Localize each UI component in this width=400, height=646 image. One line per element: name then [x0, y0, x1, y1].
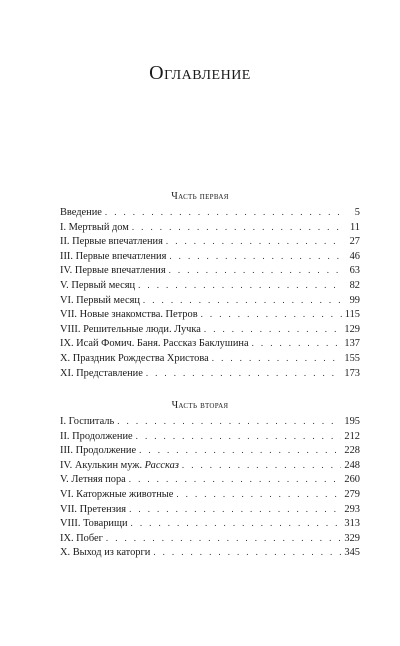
toc-entry[interactable]: [60, 429, 360, 444]
toc-entry-title: V. Летняя пора: [60, 474, 126, 486]
toc-entry-title: VIII. Товарищи: [60, 518, 128, 530]
dot-leader: [182, 458, 342, 473]
dot-leader: [169, 263, 343, 278]
toc-entry[interactable]: [60, 249, 360, 264]
dot-leader: [131, 516, 342, 531]
toc-entry-page: 155: [344, 352, 360, 364]
toc-entry-page: 173: [344, 367, 360, 379]
toc-entry-page: 129: [344, 323, 360, 335]
toc-entry-page: 248: [344, 459, 360, 471]
dot-leader: [176, 487, 341, 502]
dot-leader: [169, 249, 343, 264]
toc-entry-title: I. Госпиталь: [60, 416, 115, 427]
dot-leader: [138, 278, 343, 293]
toc-entry[interactable]: [60, 351, 360, 366]
toc-entry-page: 115: [344, 309, 360, 321]
toc-entry[interactable]: [60, 322, 360, 337]
toc-entry[interactable]: [60, 531, 360, 546]
part-two-heading: Часть вторая: [171, 400, 229, 411]
toc-entry[interactable]: [60, 234, 360, 249]
toc-entry-page: 345: [344, 547, 360, 559]
dot-leader: [132, 220, 343, 235]
toc-entry[interactable]: [60, 336, 360, 351]
toc-entry-page: 46: [349, 250, 360, 262]
toc-entry[interactable]: [60, 263, 360, 278]
toc-entry[interactable]: [60, 516, 360, 531]
dot-leader: [153, 545, 341, 560]
toc-entry-title: [60, 459, 182, 473]
toc-entry[interactable]: [60, 205, 360, 220]
toc-entry[interactable]: [60, 414, 360, 429]
dot-leader: [129, 502, 341, 517]
toc-entry-title: IX. Исай Фомич. Баня. Рассказ Баклушина: [60, 338, 249, 350]
toc-entry-title: IX. Побег: [60, 532, 103, 544]
dot-leader: [117, 414, 341, 429]
toc-entry-title: X. Праздник Рождества Христова: [60, 352, 209, 364]
toc-entry[interactable]: [60, 307, 360, 322]
part-one-toc-list: [60, 205, 360, 380]
dot-leader: [139, 443, 341, 458]
toc-entry-page: 137: [344, 338, 360, 350]
toc-entry-title: X. Выход из каторги: [60, 547, 151, 559]
toc-entry[interactable]: [60, 366, 360, 381]
toc-entry-title: II. Первые впечатления: [60, 236, 163, 248]
toc-entry-title: VII. Претензия: [60, 503, 127, 515]
dot-leader: [252, 336, 342, 351]
toc-entry-page: 279: [344, 488, 360, 500]
dot-leader: [129, 472, 342, 487]
toc-entry-page: 11: [349, 221, 360, 233]
dot-leader: [105, 205, 343, 220]
toc-entry-title: VI. Первый месяц: [60, 294, 140, 306]
toc-entry[interactable]: [60, 293, 360, 308]
toc-entry-page: 5: [354, 207, 360, 218]
dot-leader: [201, 307, 342, 322]
toc-entry-title: II. Продолжение: [60, 430, 133, 442]
toc-entry[interactable]: [60, 443, 360, 458]
toc-entry-page: 228: [344, 445, 360, 457]
toc-entry-title: I. Мертвый дом: [60, 221, 129, 233]
dot-leader: [166, 234, 343, 249]
page-title: Оглавление: [149, 62, 251, 84]
toc-entry[interactable]: [60, 487, 360, 502]
toc-entry-page: 293: [344, 503, 360, 515]
toc-entry[interactable]: [60, 472, 360, 487]
toc-entry-page: 27: [349, 236, 360, 248]
toc-entry[interactable]: [60, 502, 360, 517]
toc-entry[interactable]: [60, 545, 360, 560]
dot-leader: [143, 293, 343, 308]
toc-entry-page: 63: [349, 265, 360, 277]
toc-entry-title: Введение: [60, 207, 102, 218]
toc-entry-title: XI. Представление: [60, 367, 143, 379]
toc-entry-page: 313: [344, 518, 360, 530]
part-two-toc-list: [60, 414, 360, 560]
toc-entry-page: 82: [349, 279, 360, 291]
toc-entry[interactable]: [60, 458, 360, 473]
toc-entry[interactable]: [60, 278, 360, 293]
toc-entry-title: VIII. Решительные люди. Лучка: [60, 323, 201, 335]
part-one-heading: Часть первая: [171, 191, 229, 202]
toc-entry-title-text: IV. Акулькин муж.: [60, 459, 145, 471]
toc-entry-title: III. Первые впечатления: [60, 250, 167, 262]
toc-entry-title: III. Продолжение: [60, 445, 137, 457]
dot-leader: [204, 322, 342, 337]
toc-entry-title: VI. Каторжные животные: [60, 488, 174, 500]
toc-entry-page: 99: [349, 294, 360, 306]
toc-entry-title: VII. Новые знакомства. Петров: [60, 309, 198, 321]
toc-entry-title: IV. Первые впечатления: [60, 265, 166, 277]
toc-entry-title: V. Первый месяц: [60, 279, 136, 291]
toc-entry-page: 329: [344, 532, 360, 544]
dot-leader: [212, 351, 342, 366]
dot-leader: [106, 531, 342, 546]
toc-entry-page: 260: [344, 474, 360, 486]
toc-entry[interactable]: [60, 220, 360, 235]
toc-entry-title-italic: Рассказ: [144, 459, 179, 471]
toc-entry-page: 195: [344, 416, 360, 427]
dot-leader: [146, 366, 342, 381]
toc-entry-page: 212: [344, 430, 360, 442]
dot-leader: [136, 429, 342, 444]
